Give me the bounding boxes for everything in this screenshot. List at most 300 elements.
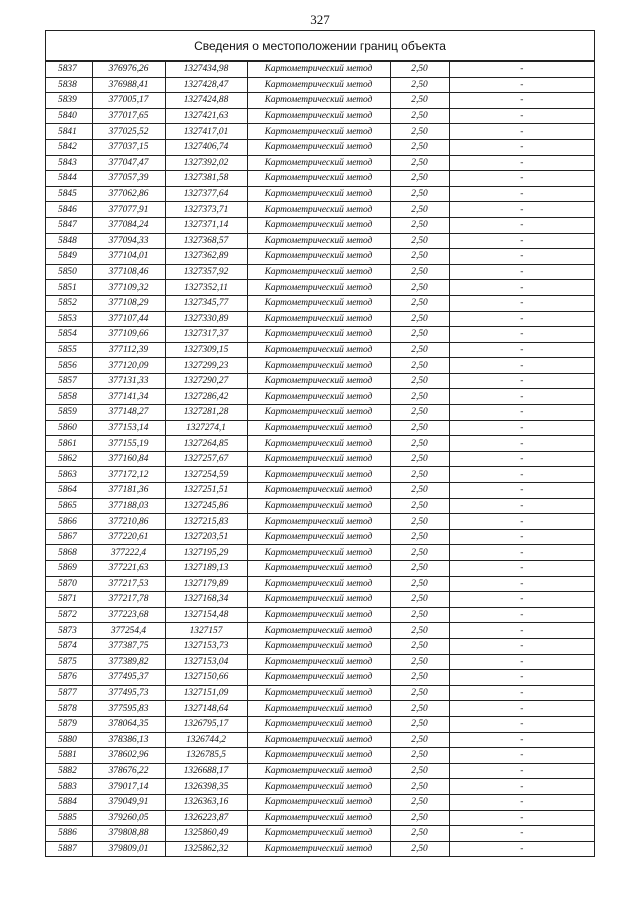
x-coordinate-cell: 377131,33 [92,373,165,389]
description-cell: - [449,514,594,530]
accuracy-cell: 2,50 [390,467,449,483]
accuracy-cell: 2,50 [390,794,449,810]
x-coordinate-cell: 377220,61 [92,529,165,545]
x-coordinate-cell: 377025,52 [92,124,165,140]
method-cell: Картометрический метод [247,217,390,233]
accuracy-cell: 2,50 [390,685,449,701]
accuracy-cell: 2,50 [390,139,449,155]
accuracy-cell: 2,50 [390,108,449,124]
method-cell: Картометрический метод [247,155,390,171]
table-row [46,249,594,265]
x-coordinate-cell: 377141,34 [92,389,165,405]
method-cell: Картометрический метод [247,467,390,483]
accuracy-cell: 2,50 [390,202,449,218]
y-coordinate-cell: 1327251,51 [165,483,247,499]
description-cell: - [449,779,594,795]
point-number-cell: 5869 [46,561,92,577]
method-cell: Картометрический метод [247,498,390,514]
description-cell: - [449,264,594,280]
table-row [46,483,594,499]
accuracy-cell: 2,50 [390,592,449,608]
accuracy-cell: 2,50 [390,779,449,795]
point-number-cell: 5853 [46,311,92,327]
y-coordinate-cell: 1327381,58 [165,171,247,187]
y-coordinate-cell: 1327317,37 [165,327,247,343]
accuracy-cell: 2,50 [390,93,449,109]
x-coordinate-cell: 378676,22 [92,763,165,779]
method-cell: Картометрический метод [247,327,390,343]
y-coordinate-cell: 1327257,67 [165,451,247,467]
description-cell: - [449,327,594,343]
method-cell: Картометрический метод [247,436,390,452]
table-row [46,373,594,389]
y-coordinate-cell: 1327417,01 [165,124,247,140]
y-coordinate-cell: 1327286,42 [165,389,247,405]
method-cell: Картометрический метод [247,93,390,109]
y-coordinate-cell: 1327168,34 [165,592,247,608]
description-cell: - [449,685,594,701]
table-row [46,748,594,764]
table-row [46,311,594,327]
accuracy-cell: 2,50 [390,327,449,343]
y-coordinate-cell: 1327368,57 [165,233,247,249]
x-coordinate-cell: 377254,4 [92,623,165,639]
point-number-cell: 5849 [46,249,92,265]
x-coordinate-cell: 377217,53 [92,576,165,592]
table-row [46,716,594,732]
x-coordinate-cell: 377389,82 [92,654,165,670]
table-row [46,654,594,670]
point-number-cell: 5837 [46,62,92,78]
y-coordinate-cell: 1326398,35 [165,779,247,795]
x-coordinate-cell: 377160,84 [92,451,165,467]
accuracy-cell: 2,50 [390,420,449,436]
table-row [46,171,594,187]
table-row [46,405,594,421]
point-number-cell: 5884 [46,794,92,810]
y-coordinate-cell: 1327434,98 [165,62,247,78]
accuracy-cell: 2,50 [390,358,449,374]
method-cell: Картометрический метод [247,108,390,124]
description-cell: - [449,701,594,717]
point-number-cell: 5864 [46,483,92,499]
point-number-cell: 5859 [46,405,92,421]
x-coordinate-cell: 377210,86 [92,514,165,530]
point-number-cell: 5876 [46,670,92,686]
table-row [46,217,594,233]
x-coordinate-cell: 379017,14 [92,779,165,795]
method-cell: Картометрический метод [247,373,390,389]
x-coordinate-cell: 377221,63 [92,561,165,577]
description-cell: - [449,670,594,686]
table-row [46,280,594,296]
table-row [46,732,594,748]
y-coordinate-cell: 1327424,88 [165,93,247,109]
y-coordinate-cell: 1327373,71 [165,202,247,218]
description-cell: - [449,389,594,405]
y-coordinate-cell: 1327264,85 [165,436,247,452]
table-row [46,826,594,842]
description-cell: - [449,217,594,233]
x-coordinate-cell: 377094,33 [92,233,165,249]
method-cell: Картометрический метод [247,139,390,155]
point-number-cell: 5882 [46,763,92,779]
x-coordinate-cell: 378386,13 [92,732,165,748]
description-cell: - [449,826,594,842]
accuracy-cell: 2,50 [390,498,449,514]
point-number-cell: 5873 [46,623,92,639]
x-coordinate-cell: 377037,15 [92,139,165,155]
y-coordinate-cell: 1327309,15 [165,342,247,358]
y-coordinate-cell: 1327203,51 [165,529,247,545]
accuracy-cell: 2,50 [390,607,449,623]
x-coordinate-cell: 379049,91 [92,794,165,810]
method-cell: Картометрический метод [247,389,390,405]
table-row [46,607,594,623]
y-coordinate-cell: 1326795,17 [165,716,247,732]
description-cell: - [449,654,594,670]
table-row [46,233,594,249]
accuracy-cell: 2,50 [390,62,449,78]
method-cell: Картометрический метод [247,841,390,857]
description-cell: - [449,545,594,561]
description-cell: - [449,139,594,155]
x-coordinate-cell: 377120,09 [92,358,165,374]
point-number-cell: 5874 [46,638,92,654]
point-number-cell: 5843 [46,155,92,171]
y-coordinate-cell: 1326688,17 [165,763,247,779]
method-cell: Картометрический метод [247,358,390,374]
point-number-cell: 5862 [46,451,92,467]
accuracy-cell: 2,50 [390,561,449,577]
y-coordinate-cell: 1327153,73 [165,638,247,654]
description-cell: - [449,748,594,764]
method-cell: Картометрический метод [247,685,390,701]
method-cell: Картометрический метод [247,576,390,592]
description-cell: - [449,716,594,732]
method-cell: Картометрический метод [247,342,390,358]
table-row [46,62,594,78]
method-cell: Картометрический метод [247,405,390,421]
y-coordinate-cell: 1327274,1 [165,420,247,436]
x-coordinate-cell: 377112,39 [92,342,165,358]
accuracy-cell: 2,50 [390,124,449,140]
y-coordinate-cell: 1327357,92 [165,264,247,280]
point-number-cell: 5880 [46,732,92,748]
accuracy-cell: 2,50 [390,623,449,639]
method-cell: Картометрический метод [247,716,390,732]
accuracy-cell: 2,50 [390,373,449,389]
method-cell: Картометрический метод [247,233,390,249]
description-cell: - [449,592,594,608]
description-cell: - [449,420,594,436]
description-cell: - [449,763,594,779]
table-row [46,342,594,358]
y-coordinate-cell: 1327290,27 [165,373,247,389]
description-cell: - [449,436,594,452]
table-row [46,327,594,343]
table-row [46,514,594,530]
y-coordinate-cell: 1327371,14 [165,217,247,233]
table-row [46,685,594,701]
description-cell: - [449,171,594,187]
table-row [46,108,594,124]
accuracy-cell: 2,50 [390,841,449,857]
description-cell: - [449,280,594,296]
method-cell: Картометрический метод [247,763,390,779]
method-cell: Картометрический метод [247,701,390,717]
table-title: Сведения о местоположении границ объекта [46,31,594,61]
table-row [46,498,594,514]
y-coordinate-cell: 1327421,63 [165,108,247,124]
point-number-cell: 5871 [46,592,92,608]
description-cell: - [449,623,594,639]
y-coordinate-cell: 1327377,64 [165,186,247,202]
x-coordinate-cell: 377057,39 [92,171,165,187]
y-coordinate-cell: 1327153,04 [165,654,247,670]
x-coordinate-cell: 377108,46 [92,264,165,280]
method-cell: Картометрический метод [247,670,390,686]
page-number: 327 [310,12,330,27]
point-number-cell: 5870 [46,576,92,592]
point-number-cell: 5841 [46,124,92,140]
method-cell: Картометрический метод [247,264,390,280]
description-cell: - [449,638,594,654]
y-coordinate-cell: 1325862,32 [165,841,247,857]
y-coordinate-cell: 1327428,47 [165,77,247,93]
x-coordinate-cell: 376988,41 [92,77,165,93]
description-cell: - [449,62,594,78]
table-row [46,358,594,374]
y-coordinate-cell: 1327157 [165,623,247,639]
point-number-cell: 5838 [46,77,92,93]
y-coordinate-cell: 1327330,89 [165,311,247,327]
y-coordinate-cell: 1327299,23 [165,358,247,374]
table-row [46,451,594,467]
description-cell: - [449,93,594,109]
point-number-cell: 5886 [46,826,92,842]
table-row [46,841,594,857]
method-cell: Картометрический метод [247,779,390,795]
point-number-cell: 5883 [46,779,92,795]
x-coordinate-cell: 377595,83 [92,701,165,717]
point-number-cell: 5845 [46,186,92,202]
method-cell: Картометрический метод [247,732,390,748]
method-cell: Картометрический метод [247,420,390,436]
x-coordinate-cell: 378602,96 [92,748,165,764]
accuracy-cell: 2,50 [390,311,449,327]
accuracy-cell: 2,50 [390,389,449,405]
point-number-cell: 5858 [46,389,92,405]
y-coordinate-cell: 1327148,64 [165,701,247,717]
y-coordinate-cell: 1327151,09 [165,685,247,701]
accuracy-cell: 2,50 [390,716,449,732]
y-coordinate-cell: 1327281,28 [165,405,247,421]
description-cell: - [449,295,594,311]
method-cell: Картометрический метод [247,607,390,623]
point-number-cell: 5851 [46,280,92,296]
accuracy-cell: 2,50 [390,763,449,779]
accuracy-cell: 2,50 [390,545,449,561]
y-coordinate-cell: 1326744,2 [165,732,247,748]
accuracy-cell: 2,50 [390,529,449,545]
method-cell: Картометрический метод [247,638,390,654]
accuracy-cell: 2,50 [390,217,449,233]
x-coordinate-cell: 379808,88 [92,826,165,842]
description-cell: - [449,794,594,810]
accuracy-cell: 2,50 [390,638,449,654]
x-coordinate-cell: 377109,32 [92,280,165,296]
x-coordinate-cell: 379260,05 [92,810,165,826]
point-number-cell: 5872 [46,607,92,623]
point-number-cell: 5861 [46,436,92,452]
accuracy-cell: 2,50 [390,171,449,187]
x-coordinate-cell: 377153,14 [92,420,165,436]
x-coordinate-cell: 377223,68 [92,607,165,623]
accuracy-cell: 2,50 [390,155,449,171]
x-coordinate-cell: 378064,35 [92,716,165,732]
point-number-cell: 5839 [46,93,92,109]
method-cell: Картометрический метод [247,295,390,311]
y-coordinate-cell: 1327179,89 [165,576,247,592]
table-row [46,638,594,654]
accuracy-cell: 2,50 [390,264,449,280]
y-coordinate-cell: 1326363,16 [165,794,247,810]
method-cell: Картометрический метод [247,748,390,764]
point-number-cell: 5848 [46,233,92,249]
table-row [46,202,594,218]
description-cell: - [449,498,594,514]
description-cell: - [449,607,594,623]
x-coordinate-cell: 377005,17 [92,93,165,109]
boundary-table-frame [45,30,595,857]
table-row [46,576,594,592]
boundary-points-table [46,61,594,857]
table-row [46,186,594,202]
method-cell: Картометрический метод [247,529,390,545]
x-coordinate-cell: 377188,03 [92,498,165,514]
x-coordinate-cell: 377108,29 [92,295,165,311]
accuracy-cell: 2,50 [390,701,449,717]
accuracy-cell: 2,50 [390,748,449,764]
point-number-cell: 5852 [46,295,92,311]
accuracy-cell: 2,50 [390,483,449,499]
method-cell: Картометрический метод [247,311,390,327]
description-cell: - [449,841,594,857]
x-coordinate-cell: 376976,26 [92,62,165,78]
x-coordinate-cell: 377217,78 [92,592,165,608]
method-cell: Картометрический метод [247,794,390,810]
y-coordinate-cell: 1327195,29 [165,545,247,561]
table-row [46,467,594,483]
x-coordinate-cell: 377155,19 [92,436,165,452]
table-row [46,93,594,109]
y-coordinate-cell: 1326785,5 [165,748,247,764]
point-number-cell: 5860 [46,420,92,436]
point-number-cell: 5850 [46,264,92,280]
method-cell: Картометрический метод [247,592,390,608]
method-cell: Картометрический метод [247,654,390,670]
description-cell: - [449,732,594,748]
accuracy-cell: 2,50 [390,654,449,670]
method-cell: Картометрический метод [247,280,390,296]
x-coordinate-cell: 379809,01 [92,841,165,857]
point-number-cell: 5854 [46,327,92,343]
accuracy-cell: 2,50 [390,233,449,249]
point-number-cell: 5857 [46,373,92,389]
description-cell: - [449,186,594,202]
point-number-cell: 5847 [46,217,92,233]
method-cell: Картометрический метод [247,186,390,202]
table-row [46,592,594,608]
description-cell: - [449,529,594,545]
accuracy-cell: 2,50 [390,342,449,358]
description-cell: - [449,124,594,140]
table-row [46,794,594,810]
y-coordinate-cell: 1327345,77 [165,295,247,311]
table-row [46,763,594,779]
point-number-cell: 5846 [46,202,92,218]
table-row [46,139,594,155]
description-cell: - [449,155,594,171]
method-cell: Картометрический метод [247,451,390,467]
x-coordinate-cell: 377387,75 [92,638,165,654]
method-cell: Картометрический метод [247,810,390,826]
description-cell: - [449,467,594,483]
x-coordinate-cell: 377017,65 [92,108,165,124]
accuracy-cell: 2,50 [390,810,449,826]
point-number-cell: 5868 [46,545,92,561]
description-cell: - [449,451,594,467]
point-number-cell: 5887 [46,841,92,857]
description-cell: - [449,108,594,124]
method-cell: Картометрический метод [247,62,390,78]
table-row [46,623,594,639]
accuracy-cell: 2,50 [390,576,449,592]
point-number-cell: 5856 [46,358,92,374]
description-cell: - [449,483,594,499]
table-row [46,77,594,93]
point-number-cell: 5879 [46,716,92,732]
x-coordinate-cell: 377109,66 [92,327,165,343]
description-cell: - [449,373,594,389]
description-cell: - [449,358,594,374]
method-cell: Картометрический метод [247,249,390,265]
y-coordinate-cell: 1327406,74 [165,139,247,155]
point-number-cell: 5842 [46,139,92,155]
y-coordinate-cell: 1327352,11 [165,280,247,296]
point-number-cell: 5866 [46,514,92,530]
point-number-cell: 5875 [46,654,92,670]
accuracy-cell: 2,50 [390,732,449,748]
point-number-cell: 5878 [46,701,92,717]
point-number-cell: 5865 [46,498,92,514]
x-coordinate-cell: 377181,36 [92,483,165,499]
description-cell: - [449,342,594,358]
table-row [46,529,594,545]
accuracy-cell: 2,50 [390,249,449,265]
table-row [46,420,594,436]
point-number-cell: 5867 [46,529,92,545]
x-coordinate-cell: 377107,44 [92,311,165,327]
table-row [46,810,594,826]
y-coordinate-cell: 1327392,02 [165,155,247,171]
description-cell: - [449,233,594,249]
description-cell: - [449,311,594,327]
table-row [46,124,594,140]
method-cell: Картометрический метод [247,483,390,499]
description-cell: - [449,202,594,218]
